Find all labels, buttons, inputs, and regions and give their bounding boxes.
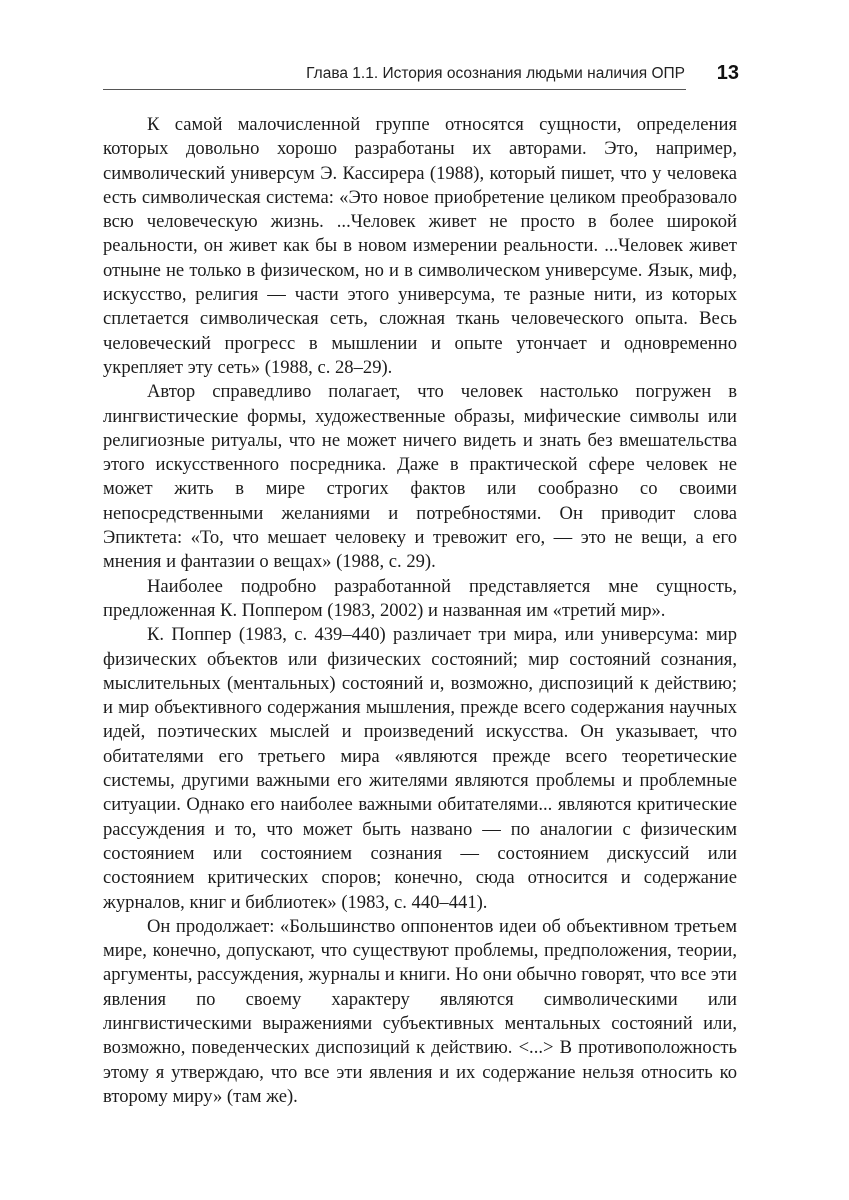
paragraph-1: К самой малочисленной группе относятся сущности, определения которых довольно хорошо разработаны их авторами. Это, например, символический универсум Э. Кассирера (1988), который пишет, что у человека есть символическая система: «Это новое приобретение целиком преобразовало всю человеческую жизнь. ...Человек живет не просто в более широкой реальности, он живет как бы в новом измерении реальности. ...Человек живет отныне не только в физическом, но и в символическом универсуме. Язык, миф, искусство, религия — части этого универсума, те разные нити, из которых сплетается символическая сеть, сложная ткань человеческого опыта. Весь человеческий прогресс в мышлении и опыте утончает и одновременно укрепляет эту сеть» (1988, с. 28–29).: [103, 114, 737, 378]
paragraph-2: Автор справедливо полагает, что человек настолько погружен в лингвистические формы, художественные образы, мифические символы или религиозные ритуалы, что не может ничего видеть и знать без вмешательства этого искусственного посредника. Даже в практической сфере человек не может жить в мире строгих фактов или сообразно со своими непосредственными желаниями и потребностями. Он приводит слова Эпиктета: «То, что мешает человеку и тревожит его, — это не вещи, а его мнения и фантазии о вещах» (1988, с. 29).: [103, 381, 737, 573]
paragraph-5: Он продолжает: «Большинство оппонентов идеи об объективном третьем мире, конечно, допускают, что существуют проблемы, предположения, теории, аргументы, рассуждения, журналы и книги. Но они обычно говорят, что все эти явления по своему характеру являются символическими или лингвистическими выражениями субъективных ментальных состояний или, возможно, поведенческих диспозиций к действию. <...> В противоположность этому я утверждаю, что все эти явления и их содержание нельзя относить ко второму миру» (там же).: [103, 915, 737, 1107]
paragraph-4: К. Поппер (1983, с. 439–440) различает три мира, или универсума: мир физических объектов или физических состояний; мир состояний сознания, мыслительных (ментальных) состояний и, возможно, диспозиций к действию; и мир объективного содержания мышления, прежде всего содержания научных идей, поэтических мыслей и произведений искусства. Он указывает, что обитателями его третьего мира «являются прежде всего теоретические системы, другими важными его жителями являются проблемы и проблемные ситуации. Однако его наиболее важными обитателями... являются критические рассуждения и то, что может быть названо — по аналогии с физическим состоянием или состоянием сознания — состоянием дискуссий или состоянием критических споров; конечно, сюда относится и содержание журналов, книг и библиотек» (1983, с. 440–441).: [103, 624, 737, 913]
header-rule: [103, 89, 686, 90]
chapter-title: Глава 1.1. История осознания людьми наличия ОПР: [306, 65, 685, 82]
page-number: 13: [716, 62, 739, 84]
paragraph-3: Наиболее подробно разработанной представляется мне сущность, предложенная К. Поппером (1983, 2002) и названная им «третий мир».: [103, 575, 737, 621]
body-text: [103, 113, 737, 1109]
